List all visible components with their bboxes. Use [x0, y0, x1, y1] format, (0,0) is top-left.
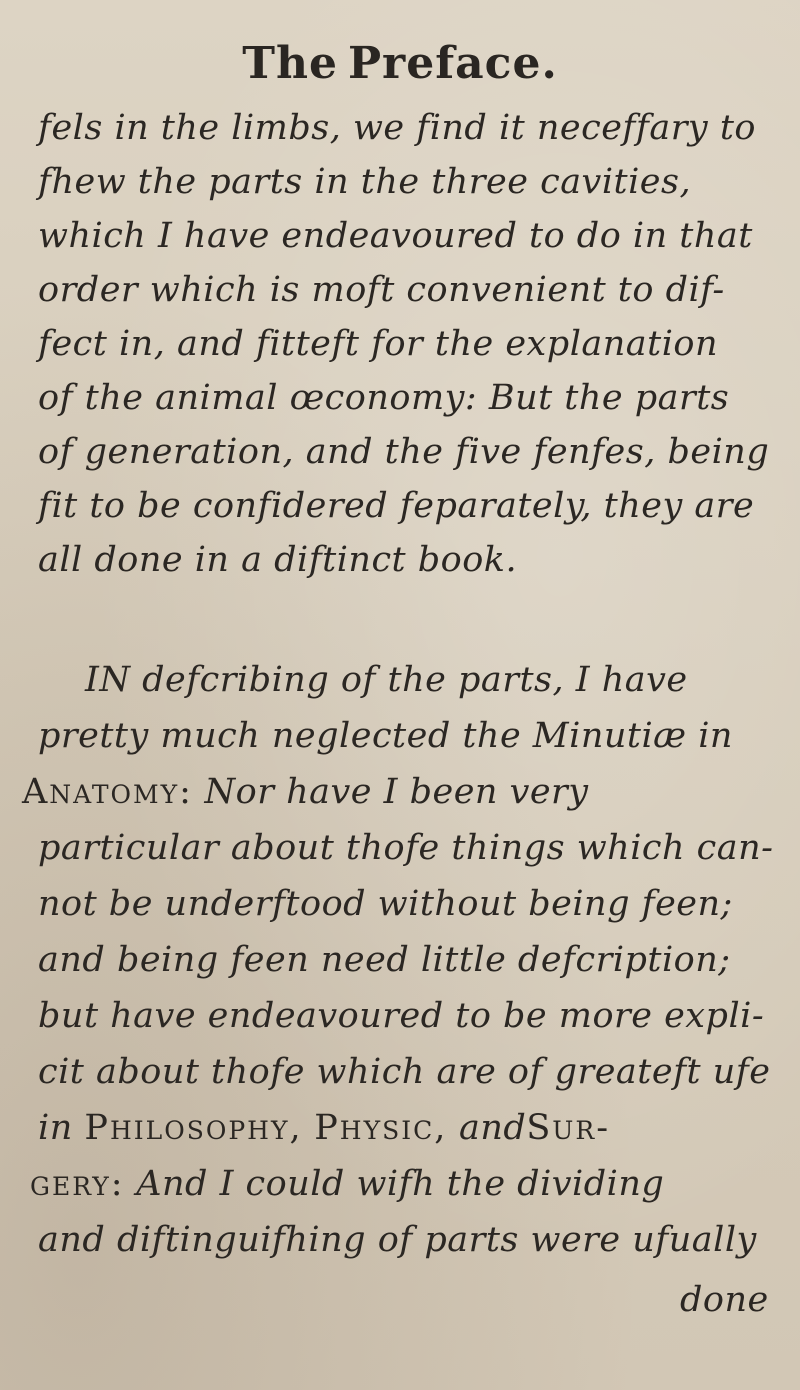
- text-span: and: [459, 1108, 527, 1148]
- text-line: but have endeavoured to be more expli-: [38, 996, 765, 1036]
- text-line: not be underftood without being feen;: [38, 884, 733, 924]
- text-line: and being feen need little defcription;: [38, 940, 731, 980]
- small-caps-word: Philosophy,: [84, 1108, 303, 1148]
- text-line: cit about thofe which are of greateft ufe: [38, 1052, 771, 1092]
- initial-word: IN: [85, 660, 131, 700]
- small-caps-word: gery:: [30, 1164, 125, 1204]
- small-caps-word: Anatomy:: [22, 772, 193, 812]
- text-line: order which is moft convenient to dif-: [38, 270, 725, 310]
- text-line: and diftinguifhing of parts were ufually: [38, 1220, 757, 1260]
- text-span: Nor have I been very: [204, 772, 589, 812]
- text-line: of generation, and the five fenfes, being: [38, 432, 770, 472]
- text-line: fit to be confidered feparately, they are: [38, 486, 755, 526]
- header-the: The: [242, 38, 338, 89]
- text-span: in: [38, 1108, 73, 1148]
- text-span: And I could wifh the dividing: [136, 1164, 665, 1204]
- text-line: fhew the parts in the three cavities,: [38, 162, 692, 202]
- text-line: [30, 1164, 664, 1204]
- header-title: Preface.: [347, 38, 558, 89]
- text-line: which I have endeavoured to do in that: [38, 216, 753, 256]
- text-line: [38, 1108, 610, 1148]
- text-line: [85, 660, 688, 700]
- small-caps-word: Sur-: [526, 1108, 611, 1148]
- text-span: defcribing of the parts, I have: [142, 660, 688, 700]
- text-line: all done in a diftinct book.: [38, 540, 518, 580]
- running-header: [0, 38, 800, 89]
- text-line: particular about thofe things which can-: [38, 828, 774, 868]
- catchword: done: [680, 1280, 769, 1320]
- text-line: fect in, and fitteft for the explanation: [38, 324, 719, 364]
- text-line: pretty much neglected the Minutiæ in: [38, 716, 733, 756]
- text-line: of the animal œconomy: But the parts: [38, 378, 730, 418]
- small-caps-word: Physic,: [314, 1108, 448, 1148]
- text-line: [22, 772, 589, 812]
- text-line: fels in the limbs, we find it neceffary to: [38, 108, 756, 148]
